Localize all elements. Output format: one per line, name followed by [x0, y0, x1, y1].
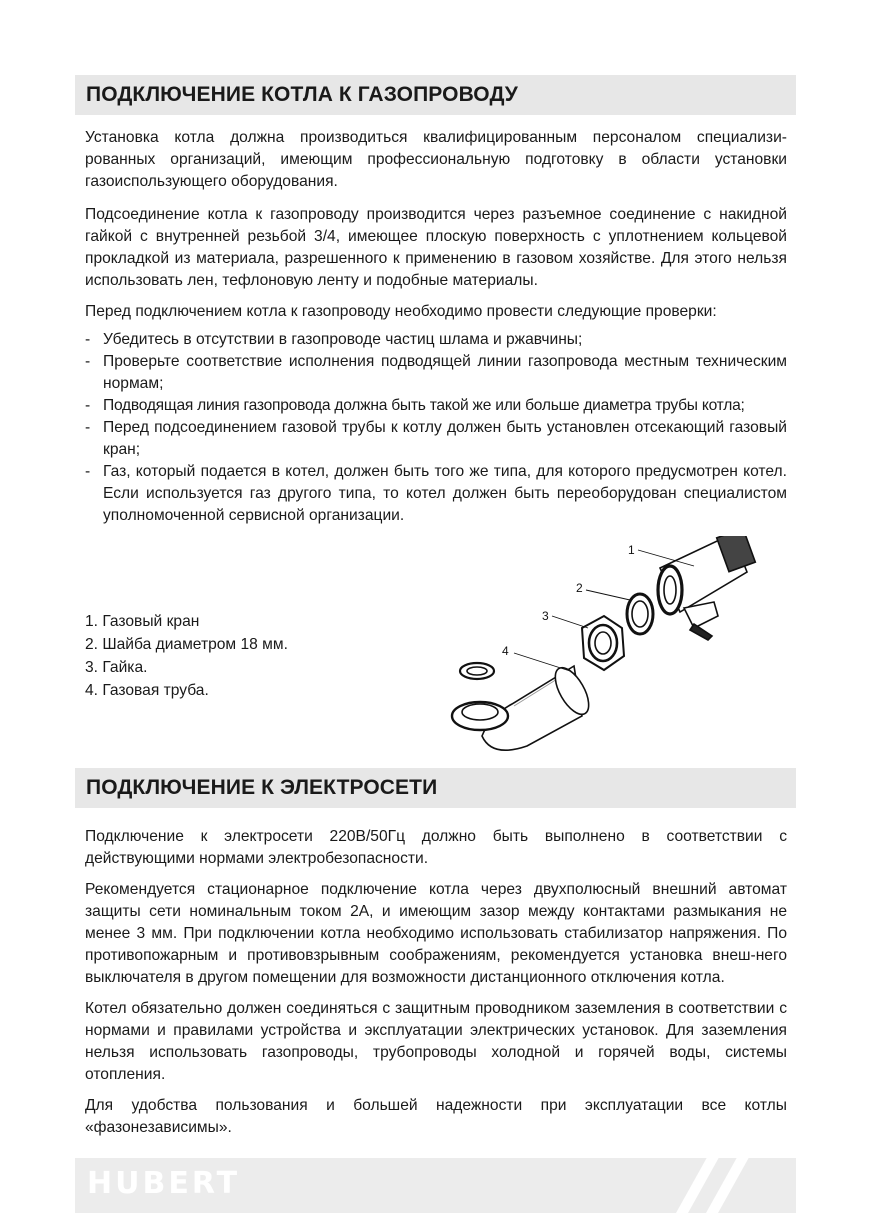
list-dash: - [85, 419, 91, 436]
gas-paragraph-1: Установка котла должна производиться квалифицированным персоналом специализи-рованных организаций, имеющим профессиональную подготовку в области установки газоиспользующего оборудования. [85, 129, 787, 190]
section-header-electric [75, 768, 796, 808]
list-dash: - [85, 331, 91, 348]
callout-3: 3 [542, 609, 549, 623]
list-dash: - [85, 463, 91, 480]
legend-item: 1. Газовый кран [85, 613, 200, 630]
legend-item: 2. Шайба диаметром 18 мм. [85, 636, 288, 653]
callout-1: 1 [628, 543, 635, 557]
section-title-gas: ПОДКЛЮЧЕНИЕ КОТЛА К ГАЗОПРОВОДУ [86, 83, 518, 106]
list-item [85, 351, 787, 395]
list-item [85, 417, 787, 461]
electric-paragraph-3: Котел обязательно должен соединяться с защитным проводником заземления в соответствии с нормами и правилами устройства и эксплуатации электрических установок. Для заземления нельзя использовать газопроводы, трубопроводы холодной и горячей воды, системы отопления. [85, 1000, 787, 1083]
electric-paragraph-4: Для удобства пользования и большей надежности при эксплуатации все котлы «фазонезависимы». [85, 1097, 787, 1136]
legend-item: 4. Газовая труба. [85, 682, 209, 699]
decorative-stripes [676, 1134, 796, 1213]
list-item-text: Убедитесь в отсутствии в газопроводе частиц шлама и ржавчины; [103, 331, 583, 348]
callout-2: 2 [576, 581, 583, 595]
gas-connection-illustration [432, 536, 792, 758]
list-item [85, 329, 787, 351]
callout-4: 4 [502, 644, 509, 658]
figure-legend [85, 610, 288, 702]
list-item [85, 395, 787, 417]
gas-paragraph-2: Подсоединение котла к газопроводу производится через разъемное соединение с накидной гайкой с внутренней резьбой 3/4, имеющее плоскую поверхность с уплотнением кольцевой прокладкой из материала, разрешенного к применению в газовом хозяйстве. Для этого нельзя использовать лен, тефлоновую ленту и подобные материалы. [85, 206, 787, 289]
electric-paragraph-2: Рекомендуется стационарное подключение котла через двухполюсный внешний автомат защиты сети номинальным током 2А, и имеющим зазор между контактами размыкания не менее 3 мм. При подключении котла необходимо использовать стабилизатор напряжения. По противопожарным и противовзрывным соображениям, рекомендуется установка внеш-него выключателя в другом помещении для возможности дистанционного отключения котла. [85, 881, 787, 986]
section-title-electric: ПОДКЛЮЧЕНИЕ К ЭЛЕКТРОСЕТИ [86, 776, 438, 799]
brand-logo: HUBERT [87, 1166, 241, 1201]
electric-text [85, 826, 787, 1139]
list-item-text: Перед подсоединением газовой трубы к котлу должен быть установлен отсекающий газовый кран; [103, 419, 787, 458]
section-header-gas [75, 75, 796, 115]
list-item-text: Проверьте соответствие исполнения подводящей линии газопровода местным техническим нормам; [103, 353, 787, 392]
gas-intro-text [85, 127, 787, 323]
legend-item: 3. Гайка. [85, 659, 148, 676]
list-dash: - [85, 353, 91, 370]
gas-paragraph-3: Перед подключением котла к газопроводу необходимо провести следующие проверки: [85, 303, 717, 320]
list-dash: - [85, 397, 91, 414]
list-item-text: Газ, который подается в котел, должен быть того же типа, для которого предусмотрен котел. Если используется газ другого типа, то котел должен быть переоборудован специалистом уполномоченной сервисной организации. [103, 463, 787, 524]
list-item-text: Подводящая линия газопровода должна быть такой же или больше диаметра трубы котла; [103, 397, 745, 414]
list-item [85, 461, 787, 527]
page-footer [75, 1158, 796, 1213]
gas-valve-drawing [658, 536, 755, 640]
electric-paragraph-1: Подключение к электросети 220В/50Гц должно быть выполнено в соответствии с действующими нормами электробезопасности. [85, 828, 787, 867]
gas-checks-list [85, 329, 787, 527]
